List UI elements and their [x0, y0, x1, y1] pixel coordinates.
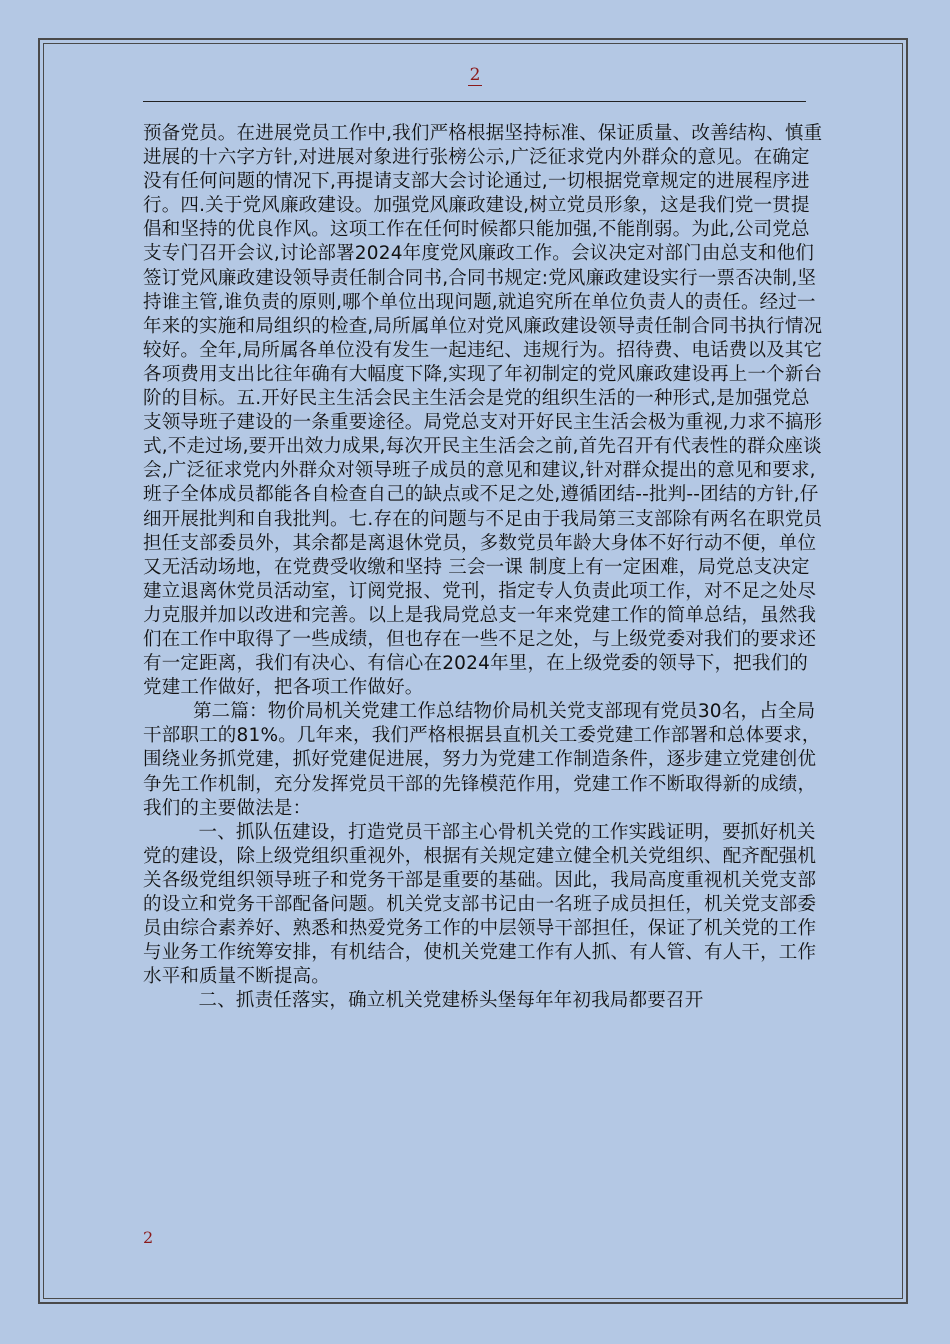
header-page-number-text: 2: [469, 65, 481, 85]
paragraph-4: 二、抓责任落实，确立机关党建桥头堡每年年初我局都要召开: [198, 990, 704, 1012]
document-body: [143, 122, 823, 1013]
footer-page-number: 2: [143, 1228, 154, 1247]
paragraph-2: 第二篇：物价局机关党建工作总结物价局机关党支部现有党员30名，占全局干部职工的81%。几年来，我们严格根据县直机关工委党建工作部署和总体要求，围绕业务抓党建，抓好党建促进展，努力为党建工作制造条件，逐步建立党建创优争先工作机制，充分发挥党员干部的先锋模范作用，党建工作不断取得新的成绩，我们的主要做法是：: [143, 701, 821, 819]
paragraph-3: 一、抓队伍建设，打造党员干部主心骨机关党的工作实践证明，要抓好机关党的建设，除上级党组织重视外，根据有关规定建立健全机关党组织、配齐配强机关各级党组织领导班子和党务干部是重要的基础。因此，我局高度重视机关党支部的设立和党务干部配备问题。机关党支部书记由一名班子成员担任，机关党支部委员由综合素养好、熟悉和热爱党务工作的中层领导干部担任，保证了机关党的工作与业务工作统筹安排，有机结合，使机关党建工作有人抓、有人管、有人干，工作水平和质量不断提高。: [143, 821, 817, 988]
header-divider: [143, 101, 806, 102]
paragraph-1: 预备党员。在进展党员工作中,我们严格根据坚持标准、保证质量、改善结构、慎重进展的十六字方针,对进展对象进行张榜公示,广泛征求党内外群众的意见。在确定没有任何问题的情况下,再提请支部大会讨论通过,一切根据党章规定的进展程序进行。四.关于党风廉政建设。加强党风廉政建设,树立党员形象，这是我们党一贯提倡和坚持的优良作风。这项工作在任何时候都只能加强,不能削弱。为此,公司党总支专门召开会议,讨论部署2024年度党风廉政工作。会议决定对部门由总支和他们签订党风廉政建设领导责任制合同书,合同书规定:党风廉政建设实行一票否决制,坚持谁主管,谁负责的原则,哪个单位出现问题,就追究所在单位负责人的责任。经过一年来的实施和局组织的检查,局所属单位对党风廉政建设领导责任制合同书执行情况较好。全年,局所属各单位没有发生一起违纪、违规行为。招待费、电话费以及其它各项费用支出比往年确有大幅度下降,实现了年初制定的党风廉政建设再上一个新台阶的目标。五.开好民主生活会民主生活会是党的组织生活的一种形式,是加强党总支领导班子建设的一条重要途径。局党总支对开好民主生活会极为重视,力求不搞形式,不走过场,要开出效力成果,每次开民主生活会之前,首先召开有代表性的群众座谈会,广泛征求党内外群众对领导班子成员的意见和建议,针对群众提出的意见和要求,班子全体成员都能各自检查自己的缺点或不足之处,遵循团结--批判--团结的方针,仔细开展批判和自我批判。七.存在的问题与不足由于我局第三支部除有两名在职党员担任支部委员外，其余都是离退休党员，多数党员年龄大身体不好行动不便，单位又无活动场地，在党费受收缴和坚持 三会一课 制度上有一定困难，局党总支决定建立退离休党员活动室，订阅党报、党刊，指定专人负责此项工作，对不足之处尽力克服并加以改进和完善。以上是我局党总支一年来党建工作的简单总结，虽然我们在工作中取得了一些成绩，但也存在一些不足之处，与上级党委对我们的要求还有一定距离，我们有决心、有信心在2024年里，在上级党委的领导下，把我们的党建工作做好，把各项工作做好。: [143, 123, 823, 699]
header-page-number: [0, 64, 950, 86]
